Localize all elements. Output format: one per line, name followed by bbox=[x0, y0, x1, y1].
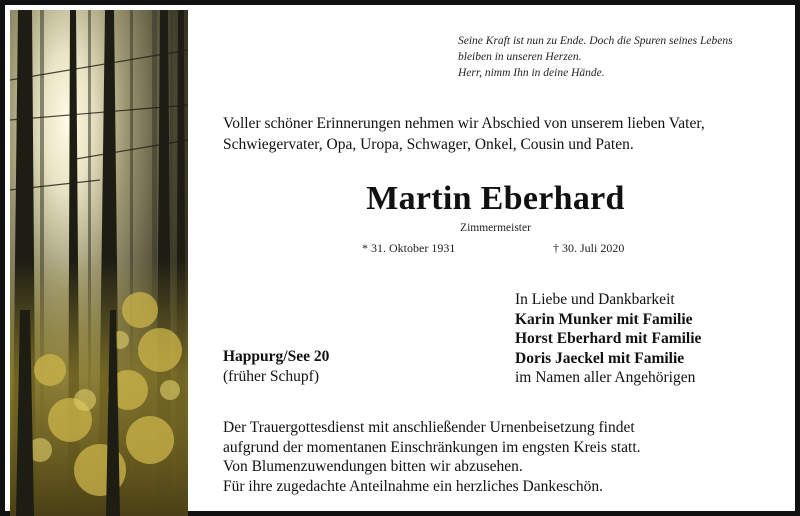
quote-line: Herr, nimm Ihn in deine Hände. bbox=[458, 67, 605, 79]
quote-line: Seine Kraft ist nun zu Ende. Doch die Spuren seines Lebens bbox=[458, 35, 733, 47]
service-line: Der Trauergottesdienst mit anschließender Urnenbeisetzung findet bbox=[223, 419, 635, 436]
residence-address: Happurg/See 20 bbox=[223, 348, 330, 365]
service-line: Für ihre zugedachte Anteilnahme ein herzliches Dankeschön. bbox=[223, 477, 604, 495]
memorial-quote bbox=[458, 33, 793, 81]
mourner-family: Karin Munker mit Familie bbox=[515, 310, 693, 328]
service-notice bbox=[223, 418, 783, 496]
deceased-occupation: Zimmermeister bbox=[460, 222, 531, 234]
quote-line: bleiben in unseren Herzen. bbox=[458, 51, 582, 63]
service-line: Von Blumenzuwendungen bitten wir abzusehen. bbox=[223, 458, 523, 475]
intro-line: Voller schöner Erinnerungen nehmen wir Abschied von unserem lieben Vater, bbox=[223, 115, 705, 132]
intro-line: Schwiegervater, Opa, Uropa, Schwager, Onkel, Cousin und Paten. bbox=[223, 136, 634, 153]
mourners-block bbox=[515, 290, 701, 388]
death-date: † 30. Juli 2020 bbox=[553, 241, 625, 255]
mourner-family: Doris Jaeckel mit Familie bbox=[515, 349, 685, 367]
mourners-intro: In Liebe und Dankbarkeit bbox=[515, 291, 675, 308]
farewell-intro bbox=[223, 113, 783, 155]
mourner-family: Horst Eberhard mit Familie bbox=[515, 330, 702, 347]
deceased-name: Martin Eberhard bbox=[366, 180, 625, 217]
residence-former: (früher Schupf) bbox=[223, 367, 319, 385]
forest-photo bbox=[10, 10, 188, 516]
service-line: aufgrund der momentanen Einschränkungen im engsten Kreis statt. bbox=[223, 438, 641, 456]
birth-date: * 31. Oktober 1931 bbox=[362, 241, 456, 255]
mourners-outro: im Namen aller Angehörigen bbox=[515, 369, 696, 386]
residence bbox=[223, 347, 329, 386]
